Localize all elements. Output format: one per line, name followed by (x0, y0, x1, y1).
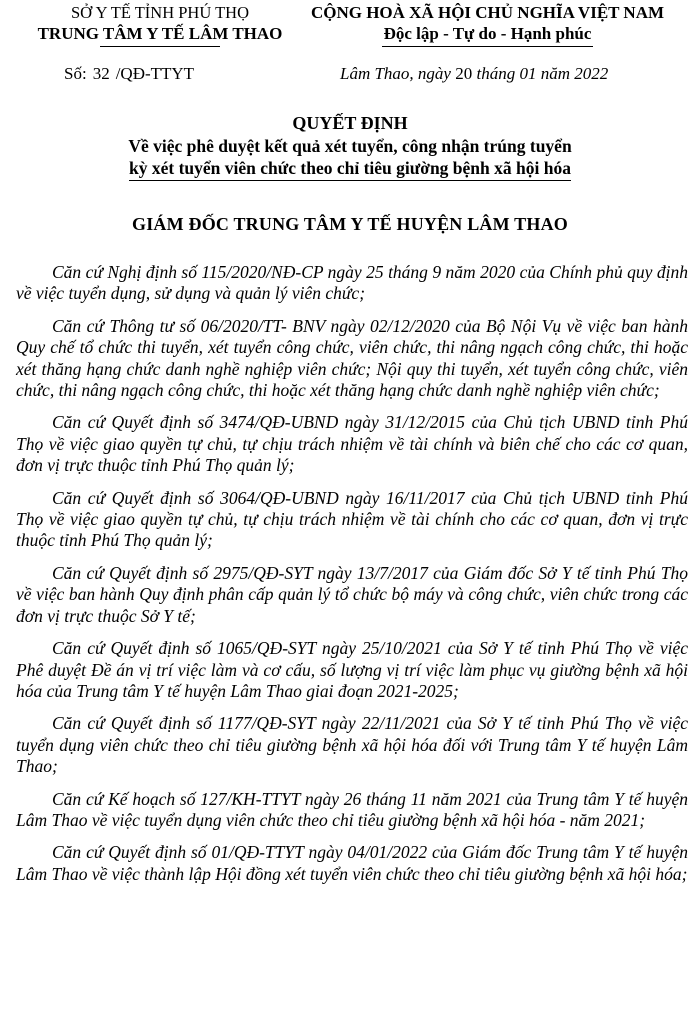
number-prefix: Số: (64, 64, 87, 83)
legal-basis-paragraph: Căn cứ Quyết định số 1065/QĐ-SYT ngày 25/10/2021 của Sở Y tế tỉnh Phú Thọ về việc Phê duyệt Đề án vị trí việc làm và cơ cấu, số lượng vị trí việc làm phục vụ giường bệnh xã hội hóa của Trung tâm Y tế huyện Lâm Thao giai đoạn 2021-2025; (16, 638, 688, 701)
ministry-name: SỞ Y TẾ TỈNH PHÚ THỌ (71, 3, 249, 22)
authority-heading: GIÁM ĐỐC TRUNG TÂM Y TẾ HUYỆN LÂM THAO (132, 214, 568, 234)
number-value: 32 (92, 64, 110, 83)
legal-basis-paragraph: Căn cứ Quyết định số 1177/QĐ-SYT ngày 22/11/2021 của Sở Y tế tỉnh Phú Thọ về việc tuyển dụng viên chức theo chỉ tiêu giường bệnh xã hội hóa đối với Trung tâm Y tế huyện Lâm Thao; (16, 713, 688, 777)
legal-basis-paragraph: Căn cứ Quyết định số 3064/QĐ-UBND ngày 16/11/2017 của Chủ tịch UBND tỉnh Phú Thọ về việc giao quyền tự chủ, tự chịu trách nhiệm về tài chính cho các cơ quan, đơn vị trực thuộc tỉnh Phú Thọ quản lý; (16, 487, 688, 551)
legal-basis-paragraph: Căn cứ Quyết định số 3474/QĐ-UBND ngày 31/12/2015 của Chủ tịch UBND tỉnh Phú Thọ về việc giao quyền tự chủ, tự chịu trách nhiệm về tài chính và biên chế cho các cơ quan, đơn vị trực thuộc tỉnh Phú Thọ quản lý; (16, 412, 688, 476)
document-date (340, 64, 608, 84)
document-number (64, 64, 194, 84)
national-heading-block (290, 2, 685, 47)
decision-title-block (0, 112, 700, 181)
date-prefix: Lâm Thao, ngày (340, 64, 451, 83)
legal-basis-paragraph: Căn cứ Quyết định số 01/QĐ-TTYT ngày 04/01/2022 của Giám đốc Trung tâm Y tế huyện Lâm Thao về việc thành lập Hội đồng xét tuyển viên chức theo chỉ tiêu giường bệnh xã hội hóa; (16, 842, 688, 884)
republic-name: CỘNG HOÀ XÃ HỘI CHỦ NGHĨA VIỆT NAM (310, 3, 665, 22)
decision-title: QUYẾT ĐỊNH (292, 113, 408, 133)
decision-subject-line-2: kỳ xét tuyển viên chức theo chỉ tiêu giường bệnh xã hội hóa (129, 157, 571, 181)
legal-basis-section (16, 262, 688, 896)
issuing-agency-block (0, 2, 320, 47)
date-rest: tháng 01 năm 2022 (476, 64, 609, 83)
legal-basis-paragraph: Căn cứ Quyết định số 2975/QĐ-SYT ngày 13/7/2017 của Giám đốc Sở Y tế tỉnh Phú Thọ về việc ban hành Quy định phân cấp quản lý tổ chức bộ máy và công chức, viên chức trong các đơn vị trực thuộc Sở Y tế; (16, 562, 688, 626)
agency-underline (100, 46, 220, 47)
legal-basis-paragraph: Căn cứ Kế hoạch số 127/KH-TTYT ngày 26 tháng 11 năm 2021 của Trung tâm Y tế huyện Lâm Thao về việc tuyển dụng viên chức theo chỉ tiêu giường bệnh xã hội hóa - năm 2021; (16, 788, 688, 830)
decision-subject-line-1: Về việc phê duyệt kết quả xét tuyển, công nhận trúng tuyển (128, 136, 572, 156)
national-motto: Độc lập - Tự do - Hạnh phúc (382, 23, 594, 47)
date-day: 20 (455, 64, 473, 83)
number-suffix: /QĐ-TTYT (115, 64, 195, 83)
legal-basis-paragraph: Căn cứ Nghị định số 115/2020/NĐ-CP ngày 25 tháng 9 năm 2020 của Chính phủ quy định về việc tuyển dụng, sử dụng và quản lý viên chức; (16, 262, 688, 304)
agency-name: TRUNG TÂM Y TẾ LÂM THAO (37, 24, 283, 43)
document-header (0, 0, 700, 100)
legal-basis-paragraph: Căn cứ Thông tư số 06/2020/TT- BNV ngày 02/12/2020 của Bộ Nội Vụ về việc ban hành Quy chế tổ chức thi tuyển, xét tuyển công chức, viên chức, thi nâng ngạch công chức, thi hoặc xét thăng hạng chức danh nghề nghiệp viên chức; Nội quy thi tuyển, xét tuyển công chức, viên chức, thi nâng ngạch công chức, thi hoặc xét thăng hạng chức danh nghề nghiệp viên chức; (16, 315, 688, 401)
